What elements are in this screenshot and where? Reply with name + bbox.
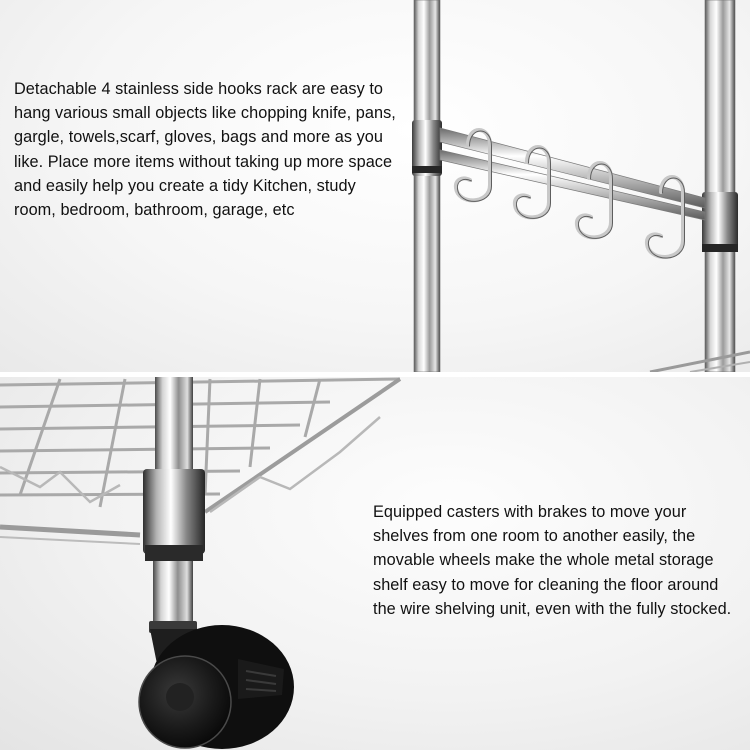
right-post xyxy=(650,0,750,372)
casters-feature-panel xyxy=(0,377,750,750)
hooks-feature-panel xyxy=(0,0,750,372)
left-post xyxy=(412,0,442,372)
hook-bar xyxy=(440,128,705,220)
casters-description: Equipped casters with brakes to move your shelves from one room to another easily, the movable wheels make the whole metal storage shelf easy to move for cleaning the floor around the wire shelving unit, even with the fully stocked. xyxy=(373,503,732,618)
hooks-description: Detachable 4 stainless side hooks rack are easy to hang various small objects like chopping knife, pans, gargle, towels,scarf, gloves, bags and more as you like. Place more items without taking up more space and easily help you create a tidy Kitchen, study room, bedroom, bathroom, garage, etc xyxy=(14,80,396,220)
shelf-post xyxy=(143,377,205,633)
